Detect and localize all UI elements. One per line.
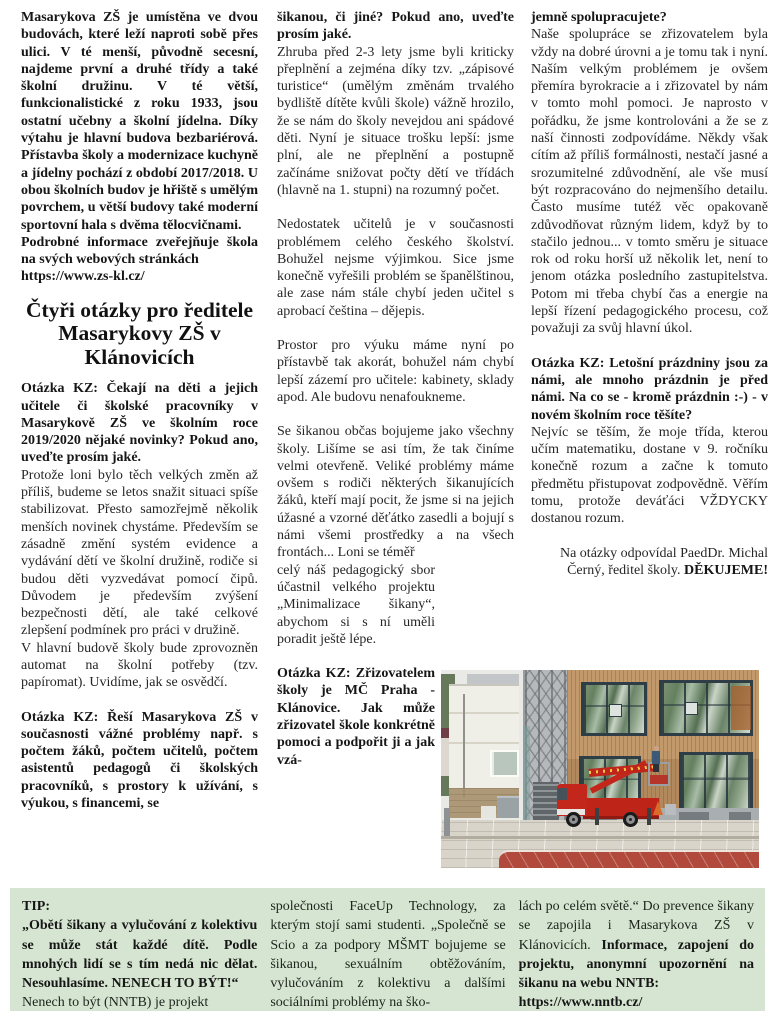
photo-work-basket	[648, 762, 670, 786]
photo-white-building-window	[490, 750, 519, 777]
tip-column-3	[518, 897, 754, 1011]
signoff	[531, 545, 768, 580]
nntb-website-link[interactable]: https://www.nntb.cz/	[518, 995, 643, 1011]
column-3	[531, 9, 768, 579]
photo-cab-windshield	[558, 788, 567, 800]
photo-open-window-pane	[609, 704, 622, 717]
photo-worker-body	[652, 751, 660, 764]
photo-outrigger	[595, 808, 599, 825]
tip-column-2	[270, 897, 506, 1011]
photo-outrigger-2	[647, 808, 651, 825]
photo-window-orange-reflection	[731, 686, 751, 730]
school-website-link[interactable]: https://www.zs-kl.cz/	[21, 269, 145, 285]
question-2-part-2: šikanou, či jiné? Pokud ano, uveďte prosím jaké.	[277, 10, 514, 43]
photo-ledge-line-1	[449, 712, 519, 714]
answer-1-p1: Protože loni bylo těch velkých změn až příliš, budeme se letos snažit situaci spíše stabilizovat. Přesto samozřejmě několik menších novinek chystáme. Především se zásadně změní systém evidence a vydávání dětí ve školní družině, rodiče si budou děti vyzvedávat pomocí čipů. Důvodem je především zvýšení bezpečnosti dětí, ale také celkové zlepšení podmínek pro práci v družině.	[21, 467, 258, 639]
photo-bollard	[444, 808, 450, 836]
question-4: Otázka KZ: Letošní prázdniny jsou za námi, ale mnoho prázdnin je před námi. Na co se - kromě prázdnin :-) - v novém školním roce těšíte?	[531, 355, 768, 423]
text-wrap-beside-photo	[277, 562, 435, 769]
answer-2-p3: Prostor pro výuku máme nyní po přístavbě tak akorát, bohužel nám chybí lepší zázemí pro učitele: kabinety, sklady apod. Ale budovu nenafoukneme.	[277, 338, 514, 405]
signoff-thanks: DĚKUJEME!	[684, 562, 768, 578]
tip-column-1-text: Nenech to být (NNTB) je projekt	[22, 995, 209, 1011]
photo-open-window-pane-2	[685, 702, 698, 715]
answer-4: Nejvíc se těším, že moje třída, kterou učím matematiku, dostane v 9. ročníku konečně rozum a začne k tomuto předmětu přistupovat zodpovědně. Věřím tomu, protože deváťáci VŽDYCKY dostanou rozum.	[531, 424, 768, 527]
answer-2-p2: Nedostatek učitelů je v současnosti problémem celého českého školství. Bohužel nejsme výjimkou. Sice jsme konečně vyřešili problém se španělštinou, ale zase nám stále chybí jeden učitel s aprobací čeština – dějepis.	[277, 217, 514, 319]
signoff-text: Na otázky odpovídal PaedDr. Michal Černý, ředitel školy.	[559, 545, 768, 578]
photo-running-track	[499, 850, 759, 868]
photo-worker-legs	[653, 764, 659, 772]
photo-plaza-dark-band	[441, 836, 759, 839]
answer-2-p4: Se šikanou občas bojujeme jako všechny školy. Lišíme se asi tím, že tak činíme velmi otevřeně. Veliké problémy máme ovšem s rodiči některých šikanujících žáků, kteří mají pocit, že jsme si na jejich úžasné a vzorné děťátko zasedli a bojují s námi všemi prostředky a na všech frontách... Loni se téměř	[277, 424, 514, 561]
tip-column-3-text: lách po celém světě.“ Do prevence šikany se zapojila i Masarykova ZŠ v Klánovicích.	[518, 899, 754, 953]
tip-column-1	[22, 897, 258, 1011]
photo-lower-window-right	[679, 752, 753, 812]
answer-2-p1: Zhruba před 2-3 lety jsme byli kriticky přeplnění a zejména díky tzv. „zápisové turistice“ (umělým změnám trvalého bydliště dítěte kvůli škole) vážně hrozilo, že se nám do školy nevejdou ani spádové děti. Nyní je situace trošku lepší: jsme plní, ale ne přeplnění a postupně začínáme snižovat počty dětí ve třídách (hlavně na 1. stupni) na rozumný počet.	[277, 44, 514, 198]
photo-ledge-line-2	[449, 742, 519, 744]
article-headline: Čtyři otázky pro ředitele Masarykovy ZŠ v Klánovicích	[25, 297, 254, 369]
photo-traffic-cone	[653, 801, 663, 815]
photo-front-wheel	[566, 812, 581, 827]
question-3-part-1: Otázka KZ: Zřizovatelem školy je MČ Praha - Klánovice. Jak může zřizovatel škole konkrétně pomoci a podpořit ji a jak vzá-	[277, 666, 435, 768]
question-2-part-1: Otázka KZ: Řeší Masarykova ZŠ v současnosti vážné problémy např. s počtem žáků, počtem učitelů, počtem asistentů pedagogů či školských pracovníků, s prostory k užívání, s výukou, s financemi, se	[21, 709, 258, 812]
intro-paragraph: Masarykova ZŠ je umístěna ve dvou budovách, které leží naproti sobě přes ulici. V té menší, původně secesní, najdeme první a druhé třídy a také školní družinu. V té větší, funkcionalistické z roku 1933, jsou ostatní učebny a školní jídelna. Díky výtahu je hlavní budova bezbariérová. Přístavba školy a modernizace kuchyně a jídelny pochází z období 2017/2018. U obou školních budov je hřiště s umělým povrchem, u větší budovy také moderní sportovní hala s dvěma tělocvičnami.	[21, 10, 258, 233]
photo-glass-strip	[523, 726, 530, 822]
column-2	[277, 9, 514, 769]
photo-rear-wheel	[623, 812, 638, 827]
answer-2-p4-continued: celý náš pedagogický sbor účastnil velkého projektu „Minimalizace šikany“, abychom si s ní uměli poradit ještě lépe.	[277, 562, 435, 647]
tip-box	[10, 888, 765, 1011]
answer-1-p2: V hlavní budově školy bude zprovozněn automat na školní potřeby (tzv. papíromat). Uvidíme, jak se osvědčí.	[21, 640, 258, 691]
tip-label: TIP:	[22, 899, 50, 914]
photo-tower-stairs-opening	[533, 782, 559, 822]
intro-info: Podrobné informace zveřejňuje škola na svých webových stránkách	[21, 234, 258, 268]
question-1: Otázka KZ: Čekají na děti a jejich učitele či školské pracovníky v Masarykově ZŠ ve školním roce 2019/2020 nějaké novinky? Pokud ano, uveďte prosím jaké.	[21, 381, 258, 466]
question-3-part-2: jemně spolupracujete?	[531, 10, 667, 25]
photo-white-bin	[481, 806, 496, 818]
photo-downpipe	[463, 694, 465, 798]
column-1	[21, 9, 258, 812]
photo-ac-box	[497, 796, 519, 818]
school-building-photo	[441, 670, 759, 868]
tip-column-3-bold: Informace, zapojení do projektu, anonymní upozornění na šikanu na webu NNTB:	[518, 937, 754, 992]
photo-equipment-box	[665, 804, 676, 815]
tip-column-2-text: společnosti FaceUp Technology, za kterým stojí sami studenti. „Společně se Scio a za podpory MŠMT bojujeme se šikanou, sexuálním obtěžováním, vylučováním z kolektivu a dalšími sociálními problémy na ško-	[270, 899, 506, 1011]
answer-3: Naše spolupráce se zřizovatelem byla vždy na dobré úrovni a je tomu tak i nyní. Naším velkým problémem je ovšem přemíra byrokracie a i zřizovatel by nám v tomto mohl pomoci. Je naprosto v pořádku, že jsme kontrolováni a že se z naší činnosti zodpovídáme. Někdy však cítím až příliš formálnosti, nestačí jasné a srozumitelné zdůvodnění, ale vše musí být rozpracováno do nejmenšího detailu. Často musíme tutéž věc opakovaně zdůvodňovat různým lidem, když by to stačilo jednou... v tomto směru je situace rok od roku horší už několik let, není to jenom otázka posledního zastupitelstva. Potom mi třeba chybí čas a energie na lepší řízení pedagogického procesu, což považuji za svůj hlavní úkol.	[531, 27, 768, 337]
tip-quote: „Obětí šikany a vylučování z kolektivu se může stát každé dítě. Podle mnohých lidí se s tím nedá nic dělat. Nesouhlasíme. NENECH TO BÝT!“	[22, 918, 258, 992]
